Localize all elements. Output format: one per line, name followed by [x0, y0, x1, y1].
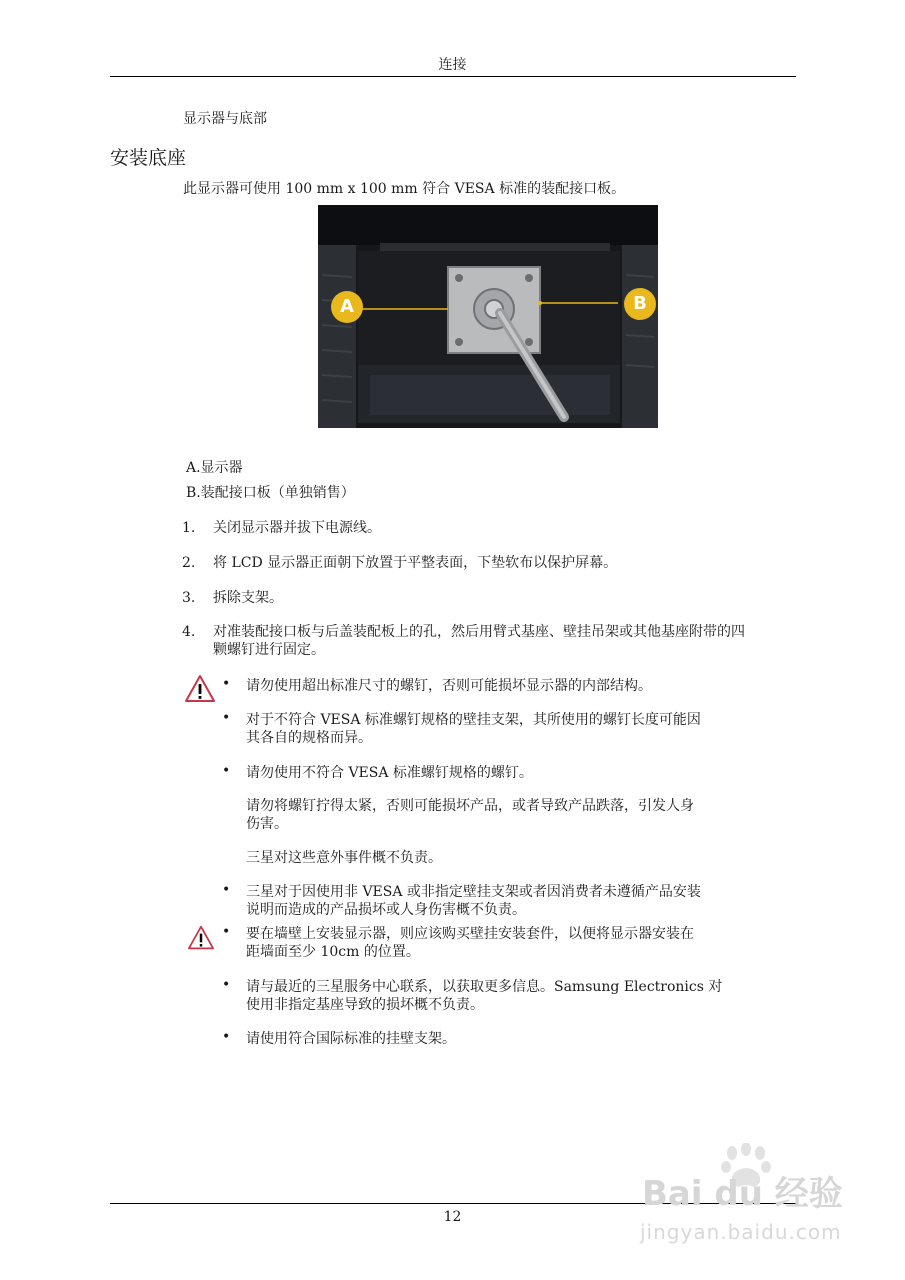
- step-number: 1.: [182, 520, 196, 536]
- step-number: 3.: [182, 590, 196, 606]
- step-text: 拆除支架。: [213, 590, 283, 606]
- warning-text: 三星对这些意外事件概不负责。: [246, 850, 442, 866]
- warning-text: 三星对于因使用非 VESA 或非指定壁挂支架或者因消费者未遵循产品安装: [246, 884, 701, 900]
- bullet-icon: •: [222, 1029, 231, 1045]
- header-rule: [110, 76, 796, 77]
- callout-a: A: [331, 291, 363, 323]
- vesa-mount-illustration: [318, 205, 658, 428]
- warning-text: 请勿将螺钉拧得太紧，否则可能损坏产品，或者导致产品跌落，引发人身: [246, 798, 694, 814]
- step-text: 颗螺钉进行固定。: [213, 642, 325, 658]
- warning-text: 其各自的规格而异。: [246, 730, 372, 746]
- bullet-icon: •: [222, 977, 231, 993]
- section-title: 安装底座: [110, 147, 187, 169]
- step-text: 对准装配接口板与后盖装配板上的孔，然后用臂式基座、壁挂吊架或其他基座附带的四: [213, 624, 745, 640]
- warning-text: 请勿使用不符合 VESA 标准螺钉规格的螺钉。: [246, 765, 533, 781]
- baidu-watermark-logo: [640, 1143, 860, 1223]
- step-text: 关闭显示器并拔下电源线。: [213, 520, 381, 536]
- intro-text: 此显示器可使用 100 mm x 100 mm 符合 VESA 标准的装配接口板。: [183, 181, 626, 197]
- callout-b: B: [624, 288, 656, 320]
- bullet-icon: •: [222, 882, 231, 898]
- page-header-title: 连接: [438, 57, 467, 73]
- warning-icon: [184, 674, 216, 704]
- subtitle: 显示器与底部: [183, 111, 267, 127]
- bullet-icon: •: [222, 763, 231, 779]
- warning-text: 伤害。: [246, 816, 288, 832]
- warning-text: 要在墙壁上安装显示器，则应该购买壁挂安装套件，以便将显示器安装在: [246, 926, 694, 942]
- warning-text: 请勿使用超出标准尺寸的螺钉，否则可能损坏显示器的内部结构。: [246, 678, 652, 694]
- step-number: 4.: [182, 624, 196, 640]
- vesa-mount-photo: [318, 205, 658, 428]
- bullet-icon: •: [222, 676, 231, 692]
- page-number: 12: [443, 1209, 462, 1225]
- warning-text: 请使用符合国际标准的挂壁支架。: [246, 1031, 456, 1047]
- warning-text: 使用非指定基座导致的损坏概不负责。: [246, 997, 484, 1013]
- warning-text: 对于不符合 VESA 标准螺钉规格的壁挂支架，其所使用的螺钉长度可能因: [246, 712, 701, 728]
- step-number: 2.: [182, 555, 196, 571]
- watermark-brand: Bai du 经验: [642, 1174, 843, 1214]
- bullet-icon: •: [222, 924, 231, 940]
- warning-text: 说明而造成的产品损坏或人身伤害概不负责。: [246, 902, 526, 918]
- watermark-url: jingyan.baidu.com: [640, 1220, 842, 1244]
- legend-a: A.显示器: [186, 460, 243, 476]
- bullet-icon: •: [222, 710, 231, 726]
- warning-text: 请与最近的三星服务中心联系，以获取更多信息。Samsung Electronics 对: [246, 979, 723, 995]
- step-text: 将 LCD 显示器正面朝下放置于平整表面，下垫软布以保护屏幕。: [213, 555, 618, 571]
- warning-text: 距墙面至少 10cm 的位置。: [246, 944, 420, 960]
- warning-icon: [187, 925, 215, 951]
- legend-b: B.装配接口板（单独销售）: [186, 485, 355, 501]
